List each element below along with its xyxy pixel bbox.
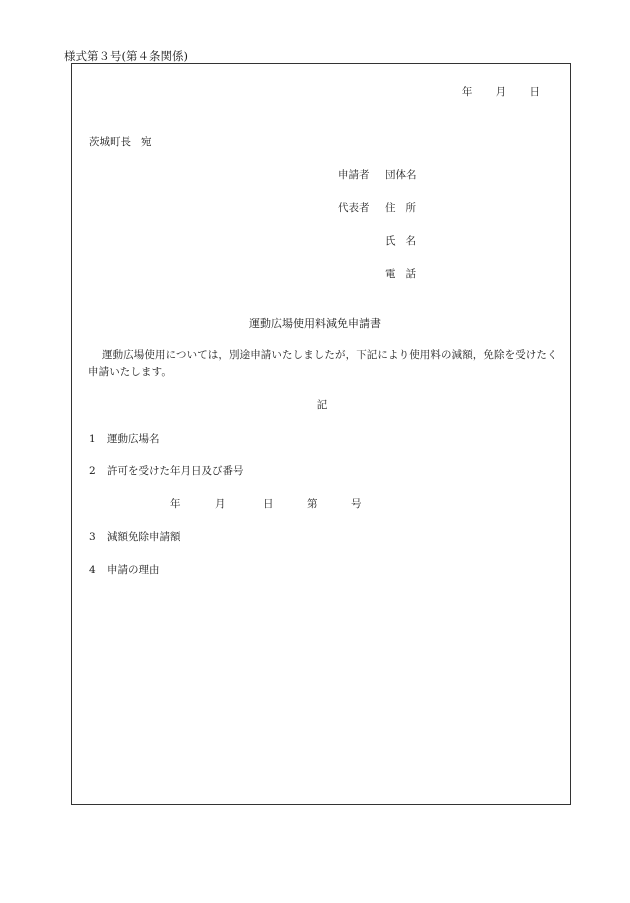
item-label: 運動広場名 xyxy=(107,433,160,445)
permit-day-unit: 日 xyxy=(263,498,274,510)
ki-heading: 記 xyxy=(316,399,328,411)
phone-label-char1: 電 xyxy=(385,268,396,280)
name-label-char1: 氏 xyxy=(385,235,396,247)
name-label xyxy=(385,233,416,248)
document-title: 運動広場使用料減免申請書 xyxy=(249,317,381,330)
form-number-label: 様式第３号(第４条関係) xyxy=(64,49,188,63)
permit-month-unit: 月 xyxy=(215,498,226,510)
month-unit: 月 xyxy=(495,86,507,98)
permit-date-line xyxy=(170,496,362,511)
item-label: 減額免除申請額 xyxy=(107,531,181,543)
phone-label xyxy=(385,266,416,281)
year-unit: 年 xyxy=(461,86,473,98)
address-label-char2: 所 xyxy=(405,202,416,214)
item-number: 2 xyxy=(89,465,96,477)
permit-year-unit: 年 xyxy=(170,498,181,510)
applicant-role: 申請者 xyxy=(338,169,370,181)
permit-go: 号 xyxy=(351,498,362,510)
representative-role: 代表者 xyxy=(338,202,370,214)
name-label-char2: 名 xyxy=(405,235,416,247)
group-name-label: 団体名 xyxy=(385,169,417,181)
item-4 xyxy=(89,562,160,577)
item-number: 3 xyxy=(89,531,96,543)
permit-dai: 第 xyxy=(307,498,318,510)
day-unit: 日 xyxy=(529,86,540,98)
date-line xyxy=(462,84,540,99)
addressee-honorific: 宛 xyxy=(141,136,152,148)
item-number: 4 xyxy=(89,564,96,576)
addressee xyxy=(89,134,152,149)
address-label-char1: 住 xyxy=(385,202,396,214)
item-3 xyxy=(89,529,181,544)
item-1 xyxy=(89,431,160,446)
address-label xyxy=(385,200,416,215)
addressee-name: 茨城町長 xyxy=(89,136,131,148)
phone-label-char2: 話 xyxy=(405,268,416,280)
body-paragraph: 運動広場使用については，別途申請いたしましたが，下記により使用料の減額，免除を受けたく申請いたします。 xyxy=(88,349,558,378)
item-number: 1 xyxy=(89,433,96,445)
item-label: 申請の理由 xyxy=(107,564,160,576)
item-label: 許可を受けた年月日及び番号 xyxy=(107,465,244,477)
item-2 xyxy=(89,463,244,478)
